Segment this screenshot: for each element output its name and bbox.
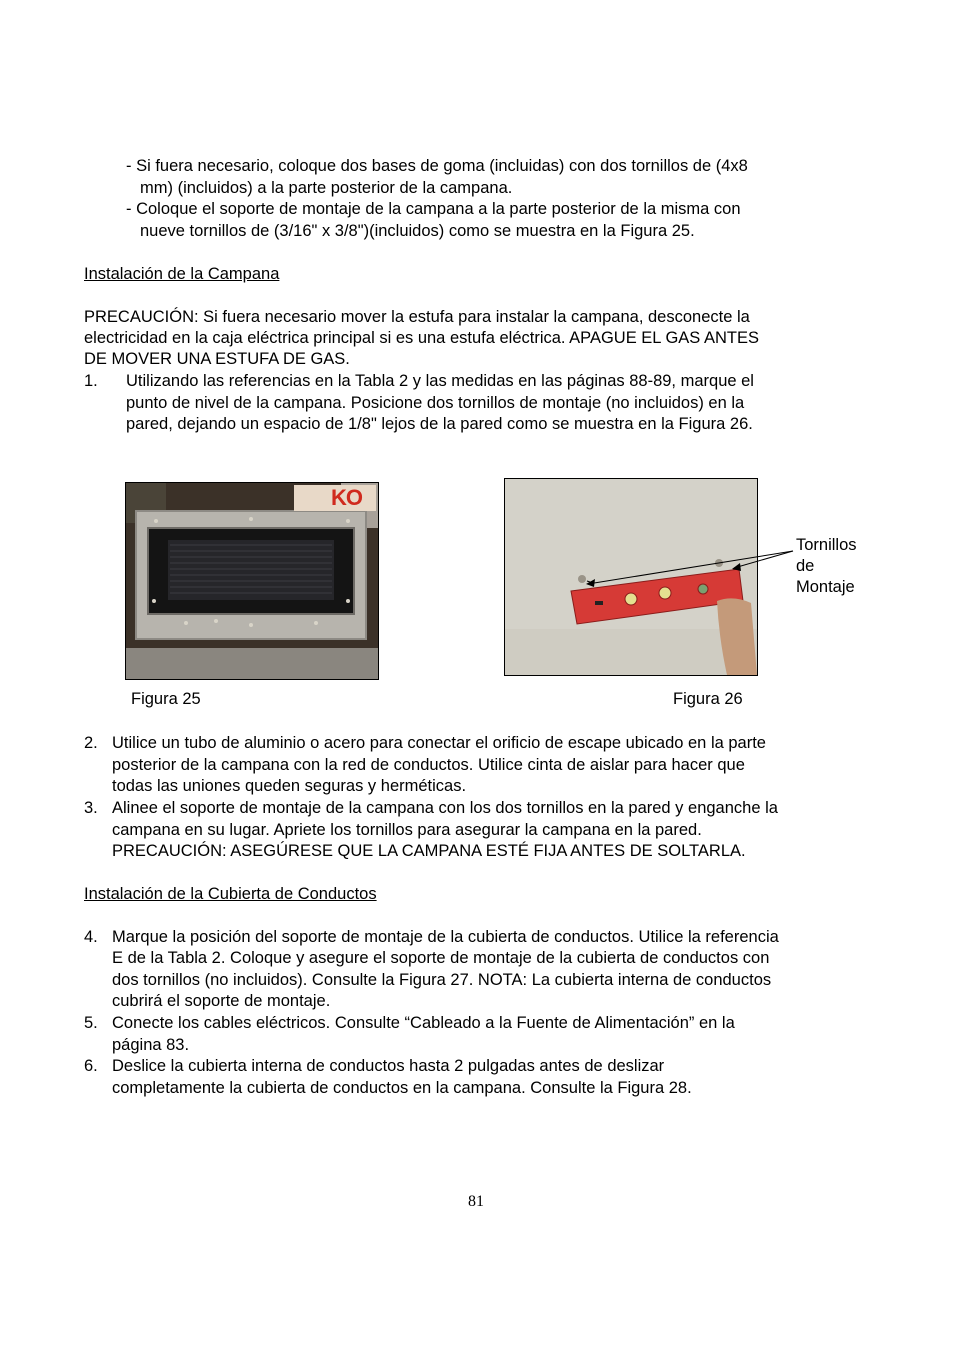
step-5-line-1: Conecte los cables eléctricos. Consulte “Cableado a la Fuente de Alimentación” en la xyxy=(112,1014,735,1032)
step-5-number: 5. xyxy=(84,1014,98,1032)
bullet-1-line-2: mm) (incluidos) a la parte posterior de la campana. xyxy=(140,179,513,197)
section-heading-conductos: Instalación de la Cubierta de Conductos xyxy=(84,885,377,903)
step-1-line-3: pared, dejando un espacio de 1/8" lejos de la pared como se muestra en la Figura 26. xyxy=(126,415,753,433)
step-1-line-1: Utilizando las referencias en la Tabla 2 y las medidas en las páginas 88-89, marque el xyxy=(126,372,754,390)
step-2-line-1: Utilice un tubo de aluminio o acero para conectar el orificio de escape ubicado en la parte xyxy=(112,734,766,752)
caution-line-3: DE MOVER UNA ESTUFA DE GAS. xyxy=(84,350,350,368)
section-heading-campana: Instalación de la Campana xyxy=(84,265,280,283)
step-4-line-3: dos tornillos (no incluidos). Consulte la Figura 27. NOTA: La cubierta interna de conductos xyxy=(112,971,772,989)
bullet-2-line-1: - Coloque el soporte de montaje de la campana a la parte posterior de la misma con xyxy=(126,200,741,218)
figure-26-caption: Figura 26 xyxy=(673,690,743,708)
step-6-line-1: Deslice la cubierta interna de conductos hasta 2 pulgadas antes de deslizar xyxy=(112,1057,665,1075)
figure-26-label-line-2: de xyxy=(796,557,815,575)
step-4-line-2: E de la Tabla 2. Coloque y asegure el soporte de montaje de la cubierta de conductos con xyxy=(112,949,770,967)
caution-line-2: electricidad en la caja eléctrica principal si es una estufa eléctrica. APAGUE EL GAS ANTES xyxy=(84,329,759,347)
step-3-line-3: PRECAUCIÓN: ASEGÚRESE QUE LA CAMPANA ESTÉ FIJA ANTES DE SOLTARLA. xyxy=(112,842,746,860)
step-4-number: 4. xyxy=(84,928,98,946)
step-6-number: 6. xyxy=(84,1057,98,1075)
step-5-line-2: página 83. xyxy=(112,1036,190,1054)
bullet-2-line-2: nueve tornillos de (3/16" x 3/8")(incluidos) como se muestra en la Figura 25. xyxy=(140,222,695,240)
pointer-line-left xyxy=(588,551,793,584)
figure-26-label-line-1: Tornillos xyxy=(796,536,857,554)
step-2-number: 2. xyxy=(84,734,98,752)
arrowhead-left xyxy=(586,579,595,587)
step-1-line-2: punto de nivel de la campana. Posicione dos tornillos de montaje (no incluidos) en la xyxy=(126,394,745,412)
figure-25-caption: Figura 25 xyxy=(131,690,201,708)
figure-26-label-line-3: Montaje xyxy=(796,578,855,596)
step-3-line-1: Alinee el soporte de montaje de la campana con los dos tornillos en la pared y enganche la xyxy=(112,799,778,817)
step-2-line-3: todas las uniones queden seguras y herméticas. xyxy=(112,777,467,795)
step-3-line-2: campana en su lugar. Apriete los tornillos para asegurar la campana en la pared. xyxy=(112,821,702,839)
step-4-line-4: cubrirá el soporte de montaje. xyxy=(112,992,331,1010)
caution-line-1: PRECAUCIÓN: Si fuera necesario mover la estufa para instalar la campana, desconecte la xyxy=(84,308,750,326)
step-2-line-2: posterior de la campana con la red de conductos. Utilice cinta de aislar para hacer que xyxy=(112,756,745,774)
arrowhead-right xyxy=(732,563,741,571)
step-4-line-1: Marque la posición del soporte de montaje de la cubierta de conductos. Utilice la referencia xyxy=(112,928,779,946)
step-3-number: 3. xyxy=(84,799,98,817)
page-number: 81 xyxy=(468,1193,484,1210)
step-1-number: 1. xyxy=(84,372,98,390)
bullet-1-line-1: - Si fuera necesario, coloque dos bases de goma (incluidas) con dos tornillos de (4x8 xyxy=(126,157,748,175)
figure-25-logo: KO xyxy=(331,485,362,510)
step-6-line-2: completamente la cubierta de conductos en la campana. Consulte la Figura 28. xyxy=(112,1079,692,1097)
